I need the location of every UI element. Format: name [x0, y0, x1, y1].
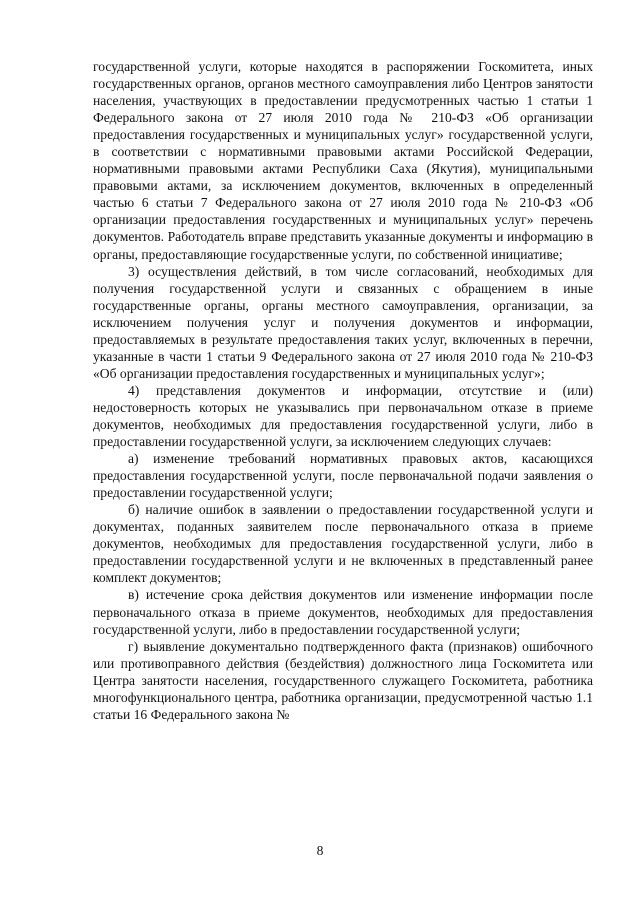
paragraph-item-3: 3) осуществления действий, в том числе согласований, необходимых для получения государственной услуги и связанных с обращением в иные государственные органы, органы местного самоуправления, организации, за исключением получения услуг и получения документов и информации, предоставляемых в результате предоставления таких услуг, включенных в перечни, указанные в части 1 статьи 9 Федерального закона от 27 июля 2010 года № 210-ФЗ «Об организации предоставления государственных и муниципальных услуг»;	[93, 263, 593, 381]
paragraph-subitem-b: б) наличие ошибок в заявлении о предоставлении государственной услуги и документах, поданных заявителем после первоначального отказа в приеме документов, необходимых для предоставления государственной услуги, либо в предоставлении государственной услуги и не включенных в представленный ранее комплект документов;	[93, 502, 593, 586]
paragraph-subitem-a: а) изменение требований нормативных правовых актов, касающихся предоставления государственной услуги, после первоначальной подачи заявления о предоставлении государственной услуги;	[93, 451, 593, 501]
paragraph-continuation: государственной услуги, которые находятся в распоряжении Госкомитета, иных государственных органов, органов местного самоуправления либо Центров занятости населения, участвующих в предоставлении предусмотренных частью 1 статьи 1 Федерального закона от 27 июля 2010 года № 210-ФЗ «Об организации предоставления государственных и муниципальных услуг» государственной услуги, в соответствии с нормативными правовыми актами Российской Федерации, нормативными правовыми актами Республики Саха (Якутия), муниципальными правовыми актами, за исключением документов, включенных в определенный частью 6 статьи 7 Федерального закона от 27 июля 2010 года № 210-ФЗ «Об организации предоставления государственных и муниципальных услуг» перечень документов. Работодатель вправе представить указанные документы и информацию в органы, предоставляющие государственные услуги, по собственной инициативе;	[93, 59, 593, 262]
page-number: 8	[316, 843, 324, 858]
paragraph-subitem-v: в) истечение срока действия документов или изменение информации после первоначального отказа в приеме документов, необходимых для предоставления государственной услуги, либо в предоставлении государственной услуги;	[93, 587, 593, 637]
paragraph-item-4: 4) представления документов и информации, отсутствие и (или) недостоверность которых не указывались при первоначальном отказе в приеме документов, необходимых для предоставления государственной услуги, либо в предоставлении государственной услуги, за исключением следующих случаев:	[93, 382, 593, 450]
paragraph-subitem-g: г) выявление документально подтвержденного факта (признаков) ошибочного или противоправного действия (бездействия) должностного лица Госкомитета или Центра занятости населения, государственного служащего Госкомитета, работника многофункционального центра, работника организации, предусмотренной частью 1.1 статьи 16 Федерального закона №	[93, 638, 593, 722]
document-body	[93, 58, 593, 723]
